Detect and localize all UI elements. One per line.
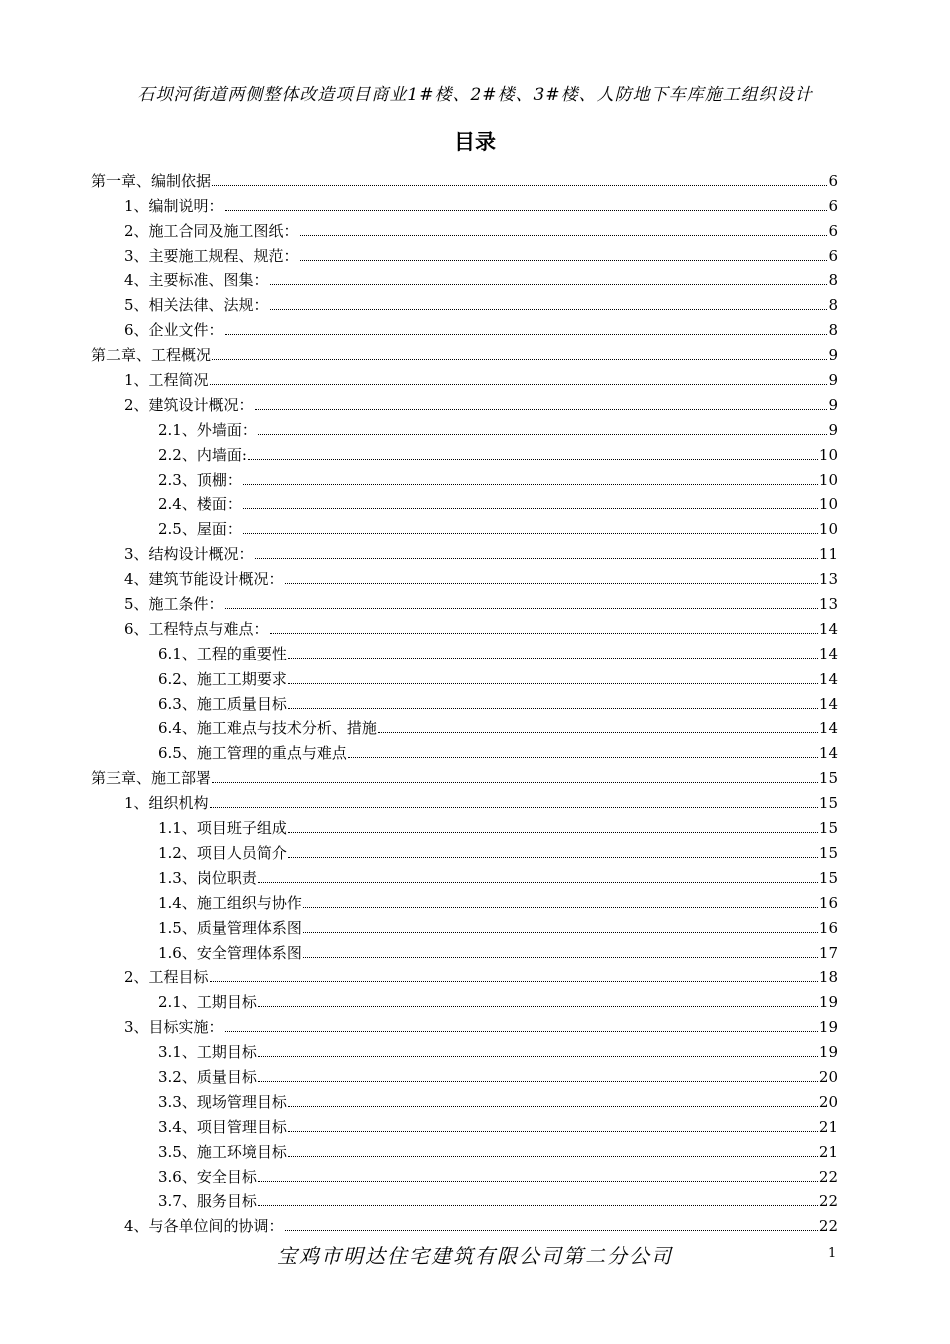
toc-entry-page: 21: [818, 1142, 838, 1161]
toc-leader-dots: [210, 383, 828, 385]
toc-leader-dots: [288, 831, 818, 833]
toc-entry-label: 2、建筑设计概况：: [124, 395, 254, 414]
toc-entry-label: 4、与各单位间的协调：: [124, 1217, 284, 1236]
toc-entry[interactable]: [91, 863, 838, 888]
toc-entry[interactable]: [91, 589, 838, 614]
toc-entry-label: 第一章、编制依据: [91, 171, 212, 190]
toc-leader-dots: [378, 731, 818, 733]
toc-entry[interactable]: [91, 1162, 838, 1187]
toc-entry-page: 14: [818, 719, 838, 738]
toc-entry[interactable]: [91, 365, 838, 390]
toc-entry[interactable]: [91, 490, 838, 515]
toc-entry-page: 8: [828, 271, 838, 290]
toc-entry-page: 6: [828, 171, 838, 190]
toc-entry-page: 22: [818, 1167, 838, 1186]
toc-entry[interactable]: [91, 1062, 838, 1087]
toc-entry-page: 14: [818, 644, 838, 663]
toc-leader-dots: [258, 1005, 818, 1007]
toc-entry-label: 3、结构设计概况：: [124, 545, 254, 564]
toc-title: 目录: [454, 129, 496, 154]
toc-leader-dots: [258, 1180, 818, 1182]
toc-entry[interactable]: [91, 714, 838, 739]
toc-entry-label: 3.7、服务目标: [158, 1192, 257, 1211]
toc-entry[interactable]: [91, 1137, 838, 1162]
toc-entry-label: 1、工程简况: [124, 371, 209, 390]
toc-entry-label: 3.4、项目管理目标: [158, 1117, 287, 1136]
toc-leader-dots: [248, 458, 818, 460]
toc-entry[interactable]: [91, 813, 838, 838]
toc-entry-page: 16: [818, 918, 838, 937]
toc-entry-page: 9: [828, 420, 838, 439]
toc-entry[interactable]: [91, 166, 838, 191]
toc-entry[interactable]: [91, 415, 838, 440]
toc-leader-dots: [300, 259, 828, 261]
toc-entry[interactable]: [91, 290, 838, 315]
toc-leader-dots: [210, 980, 818, 982]
toc-entry-label: 1.1、项目班子组成: [158, 819, 287, 838]
toc-entry[interactable]: [91, 539, 838, 564]
toc-entry-label: 2.5、屋面：: [158, 520, 242, 539]
toc-leader-dots: [225, 333, 828, 335]
toc-entry-label: 3.6、安全目标: [158, 1167, 257, 1186]
footer-company: 宝鸡市明达住宅建筑有限公司第二分公司: [277, 1244, 673, 1268]
toc-entry-page: 9: [828, 371, 838, 390]
toc-leader-dots: [255, 557, 818, 559]
toc-leader-dots: [212, 358, 827, 360]
toc-entry[interactable]: [91, 987, 838, 1012]
toc-leader-dots: [348, 756, 818, 758]
toc-leader-dots: [258, 433, 828, 435]
toc-entry-label: 6.1、工程的重要性: [158, 644, 287, 663]
toc-entry-label: 3.1、工期目标: [158, 1043, 257, 1062]
toc-entry-label: 2.1、工期目标: [158, 993, 257, 1012]
toc-entry-label: 2.3、顶棚：: [158, 470, 242, 489]
toc-entry-page: 9: [828, 346, 838, 365]
toc-entry-label: 3.2、质量目标: [158, 1067, 257, 1086]
toc-entry-page: 19: [818, 993, 838, 1012]
toc-entry-label: 1.6、安全管理体系图: [158, 943, 302, 962]
toc-entry-label: 3.3、现场管理目标: [158, 1092, 287, 1111]
toc-entry-label: 1.4、施工组织与协作: [158, 893, 302, 912]
toc-entry[interactable]: [91, 1037, 838, 1062]
toc-entry-page: 13: [818, 570, 838, 589]
toc-entry-page: 15: [818, 794, 838, 813]
toc-entry-label: 1、编制说明：: [124, 196, 224, 215]
toc-entry[interactable]: [91, 1087, 838, 1112]
toc-leader-dots: [288, 1155, 818, 1157]
toc-entry-label: 1.5、质量管理体系图: [158, 918, 302, 937]
toc-leader-dots: [258, 1055, 818, 1057]
toc-entry-label: 2.2、内墙面:: [158, 445, 247, 464]
toc-entry-page: 14: [818, 669, 838, 688]
toc-leader-dots: [243, 507, 818, 509]
toc-leader-dots: [225, 607, 818, 609]
toc-entry-page: 14: [818, 694, 838, 713]
toc-leader-dots: [258, 881, 818, 883]
toc-entry-page: 15: [818, 868, 838, 887]
toc-entry-page: 14: [818, 619, 838, 638]
toc-entry[interactable]: [91, 738, 838, 763]
toc-entry-label: 6.3、施工质量目标: [158, 694, 287, 713]
toc-entry-label: 2、施工合同及施工图纸：: [124, 221, 299, 240]
toc-leader-dots: [270, 283, 828, 285]
toc-entry-label: 2.4、楼面：: [158, 495, 242, 514]
toc-leader-dots: [270, 308, 828, 310]
toc-entry[interactable]: [91, 614, 838, 639]
toc-leader-dots: [288, 1105, 818, 1107]
toc-entry[interactable]: [91, 639, 838, 664]
toc-entry-page: 10: [818, 470, 838, 489]
toc-entry[interactable]: [91, 1211, 838, 1236]
toc-entry[interactable]: [91, 514, 838, 539]
toc-entry[interactable]: [91, 191, 838, 216]
toc-leader-dots: [288, 657, 818, 659]
toc-entry-page: 18: [818, 968, 838, 987]
toc-entry-page: 10: [818, 520, 838, 539]
page-number: 1: [828, 1246, 837, 1261]
toc-entry-label: 4、建筑节能设计概况：: [124, 570, 284, 589]
toc-leader-dots: [285, 1229, 818, 1231]
toc-entry-page: 15: [818, 843, 838, 862]
toc-entry-label: 2、工程目标: [124, 968, 209, 987]
toc-leader-dots: [210, 806, 818, 808]
toc-entry[interactable]: [91, 963, 838, 988]
toc-entry-label: 1、组织机构: [124, 794, 209, 813]
toc-entry[interactable]: [91, 440, 838, 465]
toc-entry[interactable]: [91, 216, 838, 241]
toc-entry-label: 3.5、施工环境目标: [158, 1142, 287, 1161]
toc-leader-dots: [258, 1204, 818, 1206]
toc-entry-page: 6: [828, 196, 838, 215]
toc-leader-dots: [303, 906, 818, 908]
toc-entry-page: 13: [818, 595, 838, 614]
toc-leader-dots: [243, 483, 818, 485]
toc-entry-page: 20: [818, 1092, 838, 1111]
toc-entry-page: 10: [818, 445, 838, 464]
toc-entry[interactable]: [91, 390, 838, 415]
toc-leader-dots: [225, 1030, 818, 1032]
toc-leader-dots: [255, 408, 828, 410]
toc-entry-label: 2.1、外墙面：: [158, 420, 257, 439]
toc-entry-page: 15: [818, 819, 838, 838]
toc-entry-label: 5、施工条件：: [124, 595, 224, 614]
toc-entry[interactable]: [91, 1112, 838, 1137]
toc-leader-dots: [212, 781, 818, 783]
toc-entry-label: 第三章、施工部署: [91, 769, 212, 788]
toc-entry-label: 4、主要标准、图集：: [124, 271, 269, 290]
toc-entry-label: 5、相关法律、法规：: [124, 296, 269, 315]
toc-entry-label: 第二章、工程概况: [91, 346, 212, 365]
toc-entry[interactable]: [91, 664, 838, 689]
toc-entry-page: 16: [818, 893, 838, 912]
toc-entry-label: 3、主要施工规程、规范：: [124, 246, 299, 265]
toc-entry[interactable]: [91, 564, 838, 589]
toc-leader-dots: [288, 707, 818, 709]
toc-entry[interactable]: [91, 888, 838, 913]
toc-leader-dots: [270, 632, 818, 634]
toc-entry[interactable]: [91, 913, 838, 938]
toc-entry-page: 6: [828, 221, 838, 240]
toc-leader-dots: [288, 1130, 818, 1132]
toc-entry-label: 6.5、施工管理的重点与难点: [158, 744, 347, 763]
toc-entry[interactable]: [91, 689, 838, 714]
toc-entry[interactable]: [91, 266, 838, 291]
toc-leader-dots: [300, 234, 828, 236]
toc-entry[interactable]: [91, 1012, 838, 1037]
toc-entry[interactable]: [91, 340, 838, 365]
toc-leader-dots: [288, 856, 818, 858]
toc-entry[interactable]: [91, 1187, 838, 1212]
toc-entry[interactable]: [91, 788, 838, 813]
toc-entry-page: 22: [818, 1192, 838, 1211]
toc-entry-label: 3、目标实施：: [124, 1018, 224, 1037]
toc-leader-dots: [258, 1080, 818, 1082]
toc-leader-dots: [225, 209, 828, 211]
toc-entry-label: 6、工程特点与难点：: [124, 619, 269, 638]
toc-entry[interactable]: [91, 315, 838, 340]
toc-entry-page: 21: [818, 1117, 838, 1136]
toc-entry-label: 6、企业文件：: [124, 321, 224, 340]
toc-entry[interactable]: [91, 465, 838, 490]
toc-entry-page: 9: [828, 395, 838, 414]
toc-entry-page: 19: [818, 1018, 838, 1037]
toc-entry[interactable]: [91, 241, 838, 266]
toc-leader-dots: [243, 532, 818, 534]
toc-entry-page: 6: [828, 246, 838, 265]
toc-entry-label: 1.2、项目人员简介: [158, 843, 287, 862]
toc-leader-dots: [303, 956, 818, 958]
toc-entry-label: 1.3、岗位职责: [158, 868, 257, 887]
toc-leader-dots: [285, 582, 818, 584]
toc-leader-dots: [288, 682, 818, 684]
toc-entry-page: 19: [818, 1043, 838, 1062]
toc-entry-page: 14: [818, 744, 838, 763]
toc-entry-label: 6.4、施工难点与技术分析、措施: [158, 719, 377, 738]
toc-entry[interactable]: [91, 763, 838, 788]
document-header: 石坝河街道两侧整体改造项目商业1#楼、2#楼、3#楼、人防地下车库施工组织设计: [137, 85, 813, 105]
table-of-contents: [91, 166, 838, 1236]
toc-leader-dots: [212, 184, 827, 186]
toc-entry-page: 20: [818, 1067, 838, 1086]
toc-entry-page: 15: [818, 769, 838, 788]
toc-entry-page: 8: [828, 321, 838, 340]
toc-entry-page: 17: [818, 943, 838, 962]
toc-entry-label: 6.2、施工工期要求: [158, 669, 287, 688]
toc-entry-page: 11: [818, 545, 838, 564]
toc-entry[interactable]: [91, 838, 838, 863]
toc-entry-page: 10: [818, 495, 838, 514]
toc-entry[interactable]: [91, 938, 838, 963]
toc-entry-page: 22: [818, 1217, 838, 1236]
toc-entry-page: 8: [828, 296, 838, 315]
toc-leader-dots: [303, 931, 818, 933]
